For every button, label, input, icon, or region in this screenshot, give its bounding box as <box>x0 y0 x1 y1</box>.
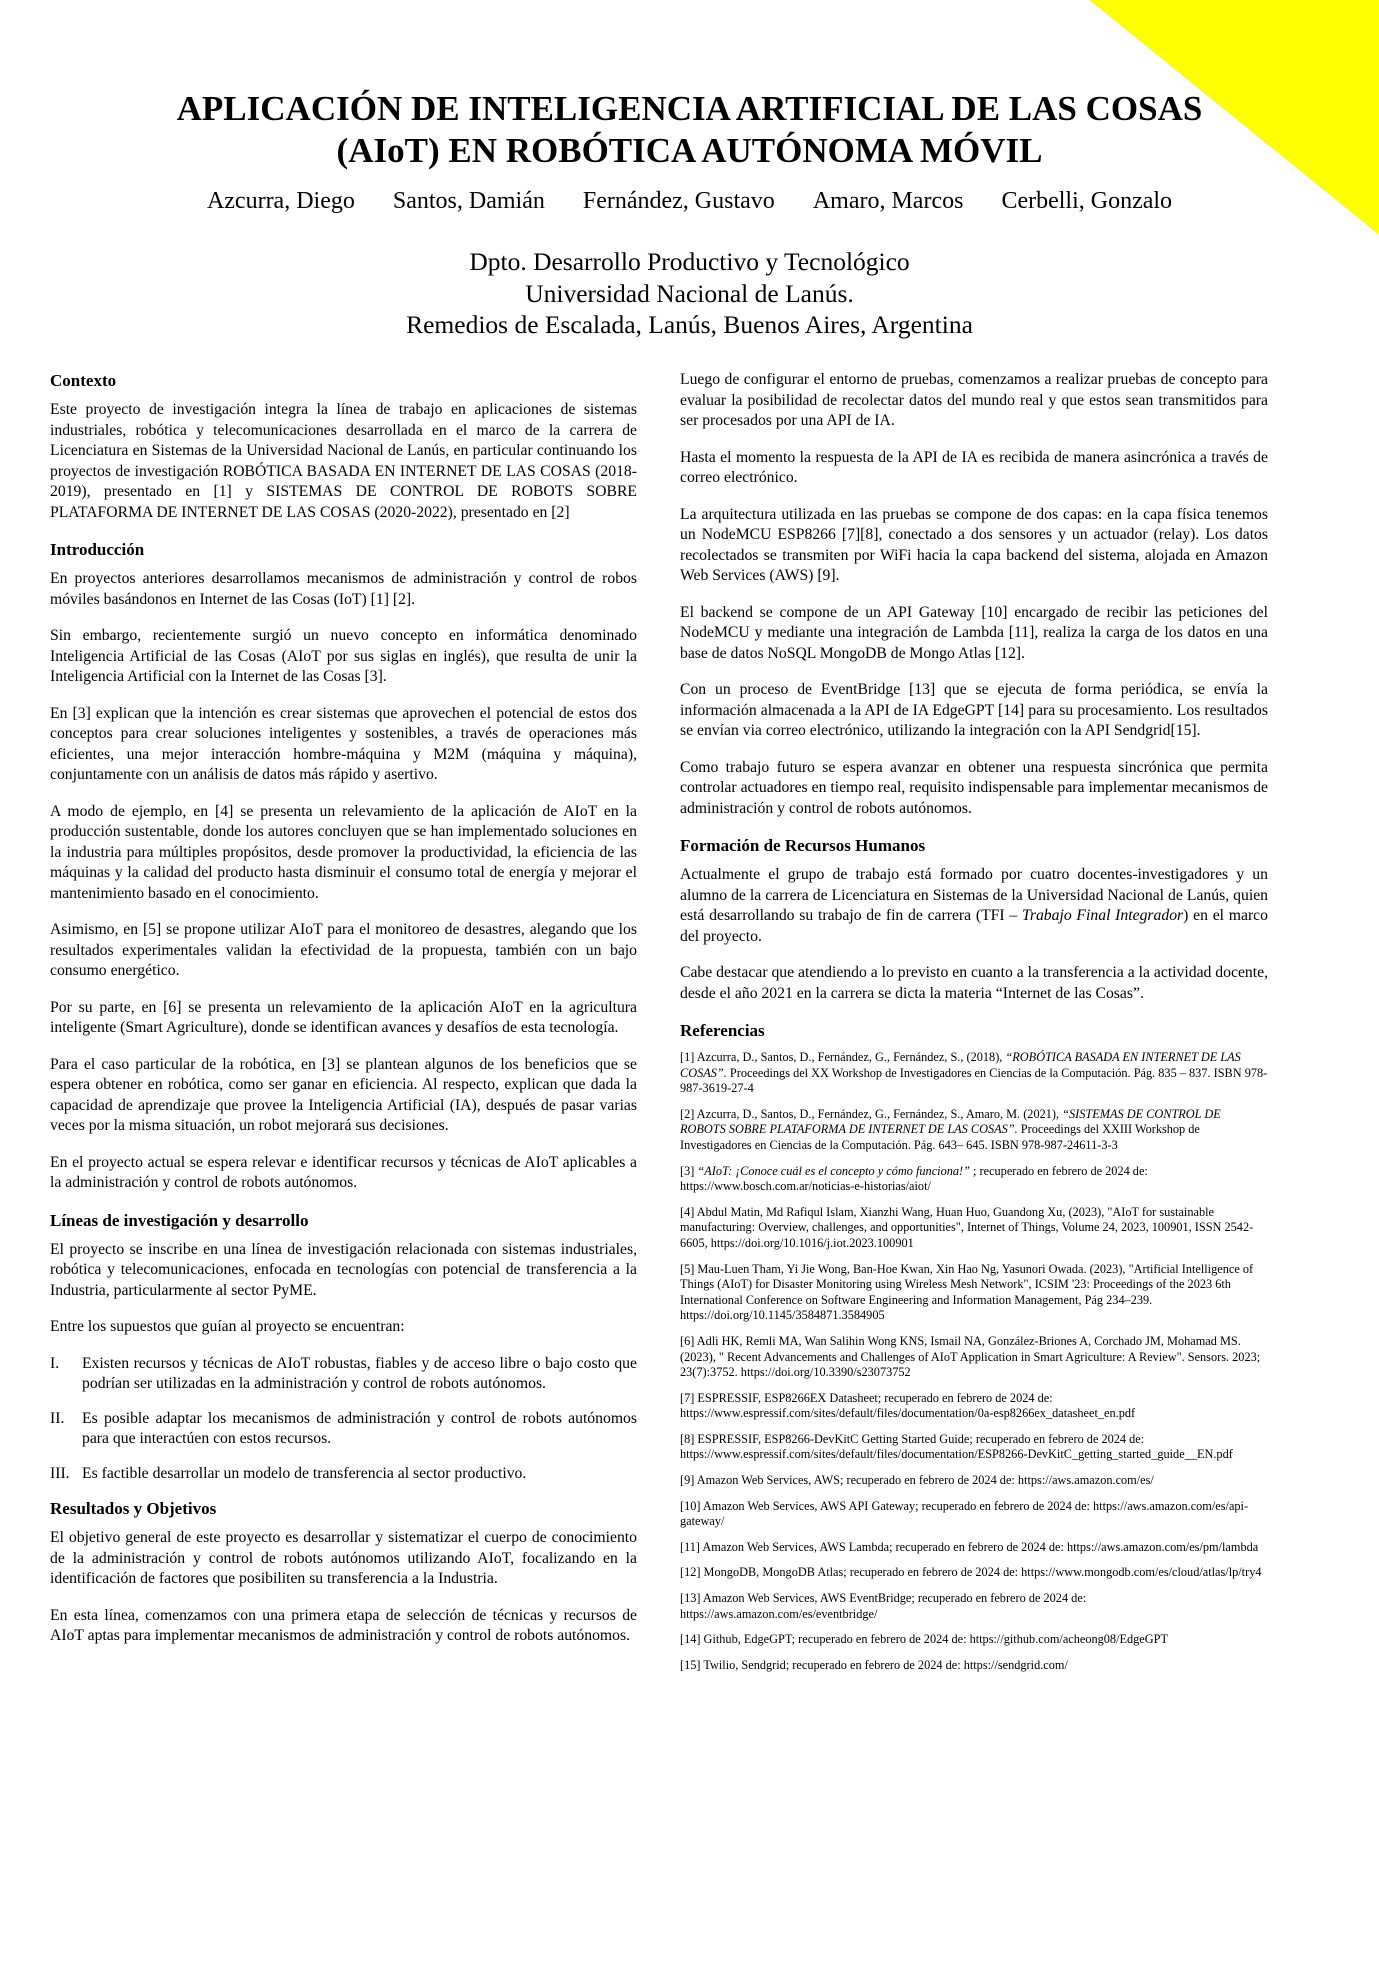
paragraph: El proyecto se inscribe en una línea de investigación relacionada con sistemas industriales, robótica y telecomunicaciones, enfocada en tecnologías con potencial de transferencia a la Industria, particularmente al sector PyME. <box>50 1240 637 1299</box>
section-heading-resultados: Resultados y Objetivos <box>50 1499 217 1518</box>
assumptions-list <box>50 1354 637 1485</box>
paragraph: A modo de ejemplo, en [4] se presenta un relevamiento de la aplicación de AIoT en la producción sustentable, donde los autores concluyen que se han implementado soluciones en la industria para múltiples propósitos, desde promover la productividad, la eficiencia de las máquinas y la calidad del producto hasta disminuir el consumo total de energía y mejorar el mantenimiento basado en el conocimiento. <box>50 802 637 902</box>
reference-text: [2] Azcurra, D., Santos, D., Fernández, G., Fernández, S., Amaro, M. (2021), <box>680 1106 1063 1121</box>
list-item <box>50 1464 637 1485</box>
right-column <box>680 370 1268 1683</box>
affiliation <box>0 246 1379 341</box>
reference-list <box>680 1050 1268 1673</box>
paragraph: La arquitectura utilizada en las pruebas se compone de dos capas: en la capa física tenemos un NodeMCU ESP8266 [7][8], conectado a dos sensores y un actuador (relay). Los datos recolectados se transmiten por WiFi hacia la capa backend del sistema, alojada en Amazon Web Services (AWS) [9]. <box>680 505 1268 584</box>
reference-text: [6] Adli HK, Remli MA, Wan Salihin Wong KNS, Ismail NA, González-Briones A, Corchado JM, Mohamad MS. (2023), " Recent Advancements and Challenges of AIoT Application in Smart Agriculture: A Review". Sensors. 2023; 23(7):3752. <box>680 1333 1261 1380</box>
reference-text: [8] ESPRESSIF, ESP8266-DevKitC Getting Started Guide; recuperado en febrero de 2024 de: https://www.espressif.com/sites/default/files/documentation/ESP8266-DevKitC_getting_started_guide__EN.pdf <box>680 1431 1233 1462</box>
reference-text: [5] Mau-Luen Tham, Yi Jie Wong, Ban-Hoe Kwan, Xin Hao Ng, Yasunori Owada. (2023), "Artificial Intelligence of Things (AIoT) for Disaster Monitoring using Wireless Mesh Network", ICSIM '23: Proceedings of the 2023 6th International Conference on Software Engineering and Information Management, Pág 234–239. https://doi.org/10.1145/3584871.3584905 <box>680 1261 1254 1323</box>
author: Santos, Damián <box>392 188 545 214</box>
list-item <box>50 1409 637 1450</box>
reference-text: [14] Github, EdgeGPT; recuperado en febrero de 2024 de: https://github.com/acheong08/EdgeGPT <box>680 1632 1168 1647</box>
author: Amaro, Marcos <box>812 188 964 214</box>
reference-item <box>680 1050 1268 1097</box>
section-heading-lineas: Líneas de investigación y desarrollo <box>50 1210 309 1230</box>
paragraph: Sin embargo, recientemente surgió un nuevo concepto en informática denominado Inteligencia Artificial de las Cosas (AIoT por sus siglas en inglés), que resulta de unir la Inteligencia Artificial con la Internet de las Cosas [3]. <box>50 627 637 685</box>
reference-text: [13] Amazon Web Services, AWS EventBridge; recuperado en febrero de 2024 de: https://aws.amazon.com/es/eventbridge/ <box>680 1591 1087 1621</box>
paragraph: El backend se compone de un API Gateway [10] encargado de recibir las peticiones del NodeMCU y mediante una integración de Lambda [11], realiza la carga de los datos en una base de datos NoSQL MongoDB de Mongo Atlas [12]. <box>680 603 1268 662</box>
reference-text: [12] MongoDB, MongoDB Atlas; recuperado en febrero de 2024 de: https://www.mongodb.com/es/cloud/atlas/lp/try4 <box>680 1565 1262 1580</box>
paragraph <box>680 865 1268 947</box>
reference-item <box>680 1658 1268 1674</box>
reference-link[interactable]: https://doi.org/10.1016/j.iot.2023.100901 <box>710 1235 914 1250</box>
reference-item <box>680 1632 1268 1648</box>
reference-text: [4] Abdul Matin, Md Rafiqul Islam, Xianzhi Wang, Huan Huo, Guandong Xu, (2023), "AIoT for sustainable manufacturing: Overview, challenges, and opportunities", Internet of Things, Volume 24, 2023, 100901, ISSN 2542-6605, <box>680 1204 1254 1250</box>
reference-title: “SISTEMAS DE CONTROL DE ROBOTS SOBRE PLATAFORMA DE INTERNET DE LAS COSAS”. <box>680 1106 1221 1137</box>
reference-text: [7] ESPRESSIF, ESP8266EX Datasheet; recuperado en febrero de 2024 de: https://www.espressif.com/sites/default/files/documentation/0a-esp8266ex_datasheet_en.pdf <box>680 1390 1136 1421</box>
list-item <box>50 1354 637 1395</box>
paragraph: Por su parte, en [6] se presenta un relevamiento de la aplicación AIoT en la agricultura inteligente (Smart Agriculture), donde se identifican avances y desafíos de esta tecnología. <box>50 998 637 1036</box>
reference-text: [9] Amazon Web Services, AWS; recuperado en febrero de 2024 de: <box>680 1473 1018 1488</box>
reference-item <box>680 1432 1268 1463</box>
reference-text: Proceedings del XXIII Workshop de Investigadores en Ciencias de la Computación. Pág. 643– 645. ISBN 978-987-24611-3-3 <box>680 1122 1200 1152</box>
paragraph: Este proyecto de investigación integra la línea de trabajo en aplicaciones de sistemas industriales, robótica y telecomunicaciones desarrollada en el marco de la carrera de Licenciatura en Sistemas de la Universidad Nacional de Lanús, en particular continuando los proyectos de investigación ROBÓTICA BASADA EN INTERNET DE LAS COSAS (2018-2019), presentado en [1] y SISTEMAS DE CONTROL DE ROBOTS SOBRE PLATAFORMA DE INTERNET DE LAS COSAS (2020-2022), presentado en [2] <box>50 401 637 521</box>
left-column <box>50 370 637 1663</box>
reference-text: [3] <box>680 1163 698 1178</box>
list-item-number: I. <box>50 1354 60 1372</box>
list-item-number: III. <box>50 1464 70 1482</box>
affiliation-location: Remedios de Escalada, Lanús, Buenos Aires, Argentina <box>406 310 973 339</box>
paragraph: Cabe destacar que atendiendo a lo previsto en cuanto a la transferencia a la actividad docente, desde el año 2021 en la carrera se dicta la materia “Internet de las Cosas”. <box>680 964 1269 1002</box>
reference-item <box>680 1262 1268 1324</box>
reference-item <box>680 1334 1268 1381</box>
reference-item <box>680 1205 1268 1252</box>
paragraph: Asimismo, en [5] se propone utilizar AIoT para el monitoreo de desastres, alegando que los resultados experimentales validan la efectividad de la propuesta, también con un bajo consumo energético. <box>50 921 637 979</box>
paragraph: En el proyecto actual se espera relevar e identificar recursos y técnicas de AIoT aplicables a la administración y control de robots autónomos. <box>50 1153 637 1191</box>
paragraph: En [3] explican que la intención es crear sistemas que aprovechen el potencial de estos dos conceptos para crear soluciones inteligentes y sostenibles, a través de operaciones más eficientes, una mejor interacción hombre-máquina y M2M (máquina y máquina), conjuntamente con un análisis de datos más rápido y asertivo. <box>50 704 637 783</box>
section-heading-referencias: Referencias <box>680 1021 765 1040</box>
reference-item <box>680 1499 1268 1530</box>
section-heading-introduccion: Introducción <box>50 540 145 559</box>
paragraph: El objetivo general de este proyecto es desarrollar y sistematizar el cuerpo de conocimiento de la administración y control de robots autónomos utilizando AIoT, focalizando en la identificación de factores que posibiliten su transferencia a la Industria. <box>50 1529 637 1587</box>
reference-text: [11] Amazon Web Services, AWS Lambda; recuperado en febrero de 2024 de: https://aws.amazon.com/es/pm/lambda <box>680 1539 1259 1554</box>
section-heading-formacion: Formación de Recursos Humanos <box>680 836 926 855</box>
paragraph: Entre los supuestos que guían al proyecto se encuentran: <box>50 1318 405 1335</box>
text-run-italic: Trabajo Final Integrador <box>1021 907 1184 924</box>
paragraph: En esta línea, comenzamos con una primera etapa de selección de técnicas y recursos de AIoT aptas para implementar mecanismos de administración y control de robots autónomos. <box>50 1606 637 1644</box>
list-item-number: II. <box>50 1409 65 1427</box>
reference-text: ; recuperado en febrero de 2024 de: <box>969 1163 1148 1178</box>
reference-item <box>680 1391 1268 1422</box>
list-item-text: Existen recursos y técnicas de AIoT robustas, fiables y de acceso libre o bajo costo que podrían ser utilizadas en la administración y control de robots autónomos. <box>82 1354 637 1392</box>
reference-title: “ROBÓTICA BASADA EN INTERNET DE LAS COSAS”. <box>680 1050 1241 1080</box>
paragraph: Hasta el momento la respuesta de la API de IA es recibida de manera asincrónica a través de correo electrónico. <box>680 448 1268 486</box>
reference-item <box>680 1473 1268 1489</box>
paragraph: Como trabajo futuro se espera avanzar en obtener una respuesta sincrónica que permita controlar actuadores en tiempo real, requisito indispensable para implementar mecanismos de administración y control de robots autónomos. <box>680 758 1268 817</box>
reference-text: Proceedings del XX Workshop de Investigadores en Ciencias de la Computación. Pág. 835 – 837. ISBN 978-987-3619-27-4 <box>680 1065 1268 1096</box>
text-run: Actualmente el grupo de trabajo está formado por cuatro docentes-investigadores y un alumno de la carrera de Licenciatura en Sistemas de la Universidad Nacional de Lanús, quien está desarrollando su trabajo de fin de carrera (TFI – <box>680 866 1268 924</box>
author: Cerbelli, Gonzalo <box>1001 188 1173 214</box>
reference-item <box>680 1540 1268 1556</box>
reference-item <box>680 1164 1268 1195</box>
reference-item <box>680 1107 1268 1154</box>
list-item-text: Es factible desarrollar un modelo de transferencia al sector productivo. <box>82 1464 527 1482</box>
section-heading-contexto: Contexto <box>50 371 117 390</box>
author: Azcurra, Diego <box>206 188 355 214</box>
title-line-2: (AIoT) EN ROBÓTICA AUTÓNOMA MÓVIL <box>336 131 1043 170</box>
paragraph: Luego de configurar el entorno de pruebas, comenzamos a realizar pruebas de concepto para evaluar la posibilidad de recolectar datos del mundo real y que estos sean transmitidos para ser procesados por una API de IA. <box>680 371 1268 429</box>
paragraph: Para el caso particular de la robótica, en [3] se plantean algunos de los beneficios que se espera obtener en robótica, como ser ganar en eficiencia. Al respecto, explican que dada la capacidad de aprendizaje que provee la Inteligencia Artificial (IA), después de pasar varias veces por la misma situación, un robot mejorará sus decisiones. <box>50 1055 637 1134</box>
reference-text: [1] Azcurra, D., Santos, D., Fernández, G., Fernández, S., (2018), <box>680 1050 1006 1064</box>
paper-title <box>0 88 1379 172</box>
reference-link[interactable]: https://aws.amazon.com/es/ <box>1017 1473 1154 1488</box>
affiliation-department: Dpto. Desarrollo Productivo y Tecnológico <box>469 247 910 276</box>
reference-text: [10] Amazon Web Services, AWS API Gateway; recuperado en febrero de 2024 de: https://aws.amazon.com/es/api-gateway/ <box>680 1498 1249 1529</box>
author-list <box>0 188 1379 215</box>
paragraph: En proyectos anteriores desarrollamos mecanismos de administración y control de robos móviles basándonos en Internet de las Cosas (IoT) [1] [2]. <box>50 570 637 608</box>
reference-item <box>680 1565 1268 1581</box>
author: Fernández, Gustavo <box>582 188 775 214</box>
reference-link[interactable]: https://doi.org/10.3390/s23073752 <box>740 1365 911 1380</box>
title-line-1: APLICACIÓN DE INTELIGENCIA ARTIFICIAL DE LAS COSAS <box>176 89 1203 128</box>
reference-link[interactable]: https://www.bosch.com.ar/noticias-e-historias/aiot/ <box>680 1179 931 1194</box>
reference-item <box>680 1591 1268 1622</box>
reference-title: “AIoT: ¡Conoce cuál es el concepto y cómo funciona!” <box>697 1163 970 1178</box>
reference-text: [15] Twilio, Sendgrid; recuperado en febrero de 2024 de: https://sendgrid.com/ <box>680 1657 1068 1672</box>
paragraph: Con un proceso de EventBridge [13] que se ejecuta de forma periódica, se envía la información almacenada a la API de IA EdgeGPT [14] para su procesamiento. Los resultados se envían via correo electrónico, utilizando la integración con la API Sendgrid[15]. <box>680 681 1268 739</box>
text-run: ) en el marco del proyecto. <box>680 907 1268 945</box>
affiliation-university: Universidad Nacional de Lanús. <box>525 278 854 308</box>
list-item-text: Es posible adaptar los mecanismos de administración y control de robots autónomos para que interactúen con estos recursos. <box>82 1409 637 1447</box>
